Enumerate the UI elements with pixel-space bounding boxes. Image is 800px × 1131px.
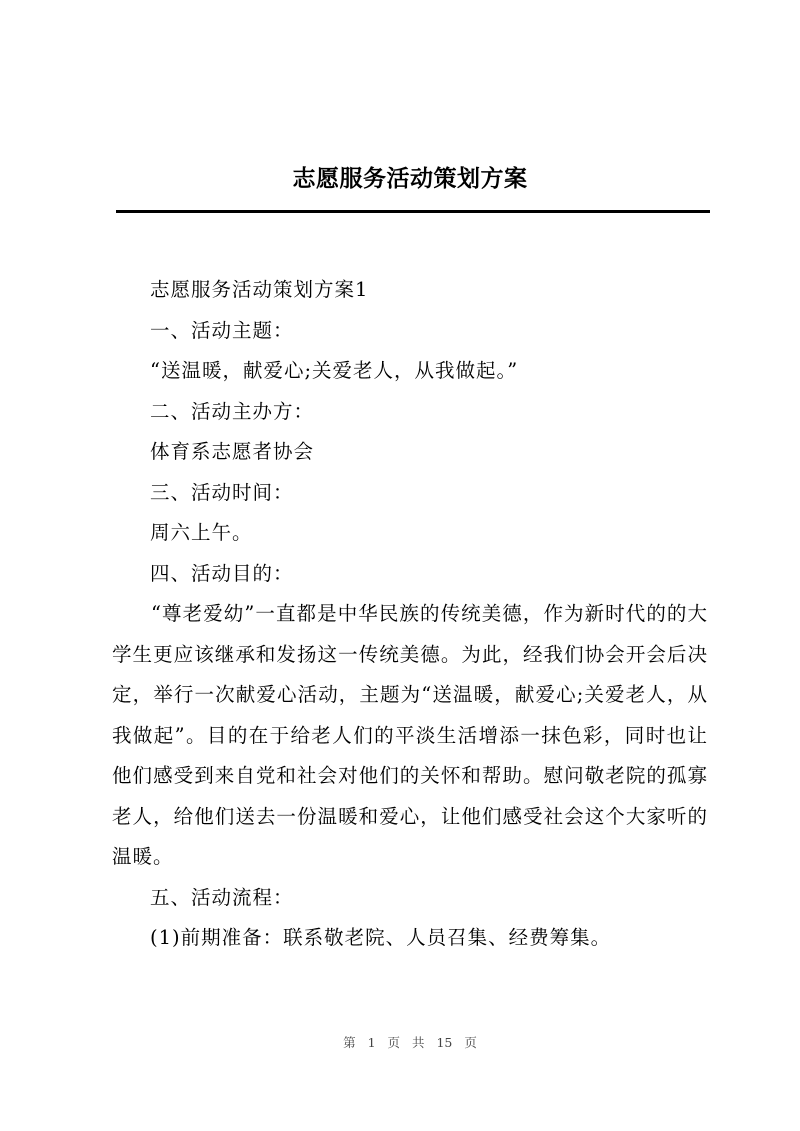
theme-heading: 一、活动主题： [150,318,294,342]
time-heading: 三、活动时间： [150,480,294,504]
title-divider [116,210,710,213]
organizer-heading: 二、活动主办方： [150,399,315,423]
document-body [112,270,708,959]
process-step-1: (1)前期准备：联系敬老院、人员召集、经费筹集。 [150,926,612,949]
page-footer: 第 1 页 共 15 页 [343,1035,477,1050]
process-heading: 五、活动流程： [150,885,294,909]
section-heading: 志愿服务活动策划方案1 [150,278,369,301]
theme-text: “送温暖，献爱心;关爱老人，从我做起。” [150,359,519,382]
purpose-paragraph: “尊老爱幼”一直都是中华民族的传统美德，作为新时代的的大学生更应该继承和发扬这一传统美德。为此，经我们协会开会后决定，举行一次献爱心活动，主题为“送温暖，献爱心;关爱老人，从我做起”。目的在于给老人们的平淡生活增添一抹色彩，同时也让他们感受到来自党和社会对他们的关怀和帮助。慰问敬老院的孤寡老人，给他们送去一份温暖和爱心，让他们感受社会这个大家听的温暖。 [112,602,708,868]
time-text: 周六上午。 [150,521,253,544]
organizer-text: 体育系志愿者协会 [150,440,315,463]
purpose-heading: 四、活动目的： [150,561,294,585]
document-title: 志愿服务活动策划方案 [292,165,528,192]
